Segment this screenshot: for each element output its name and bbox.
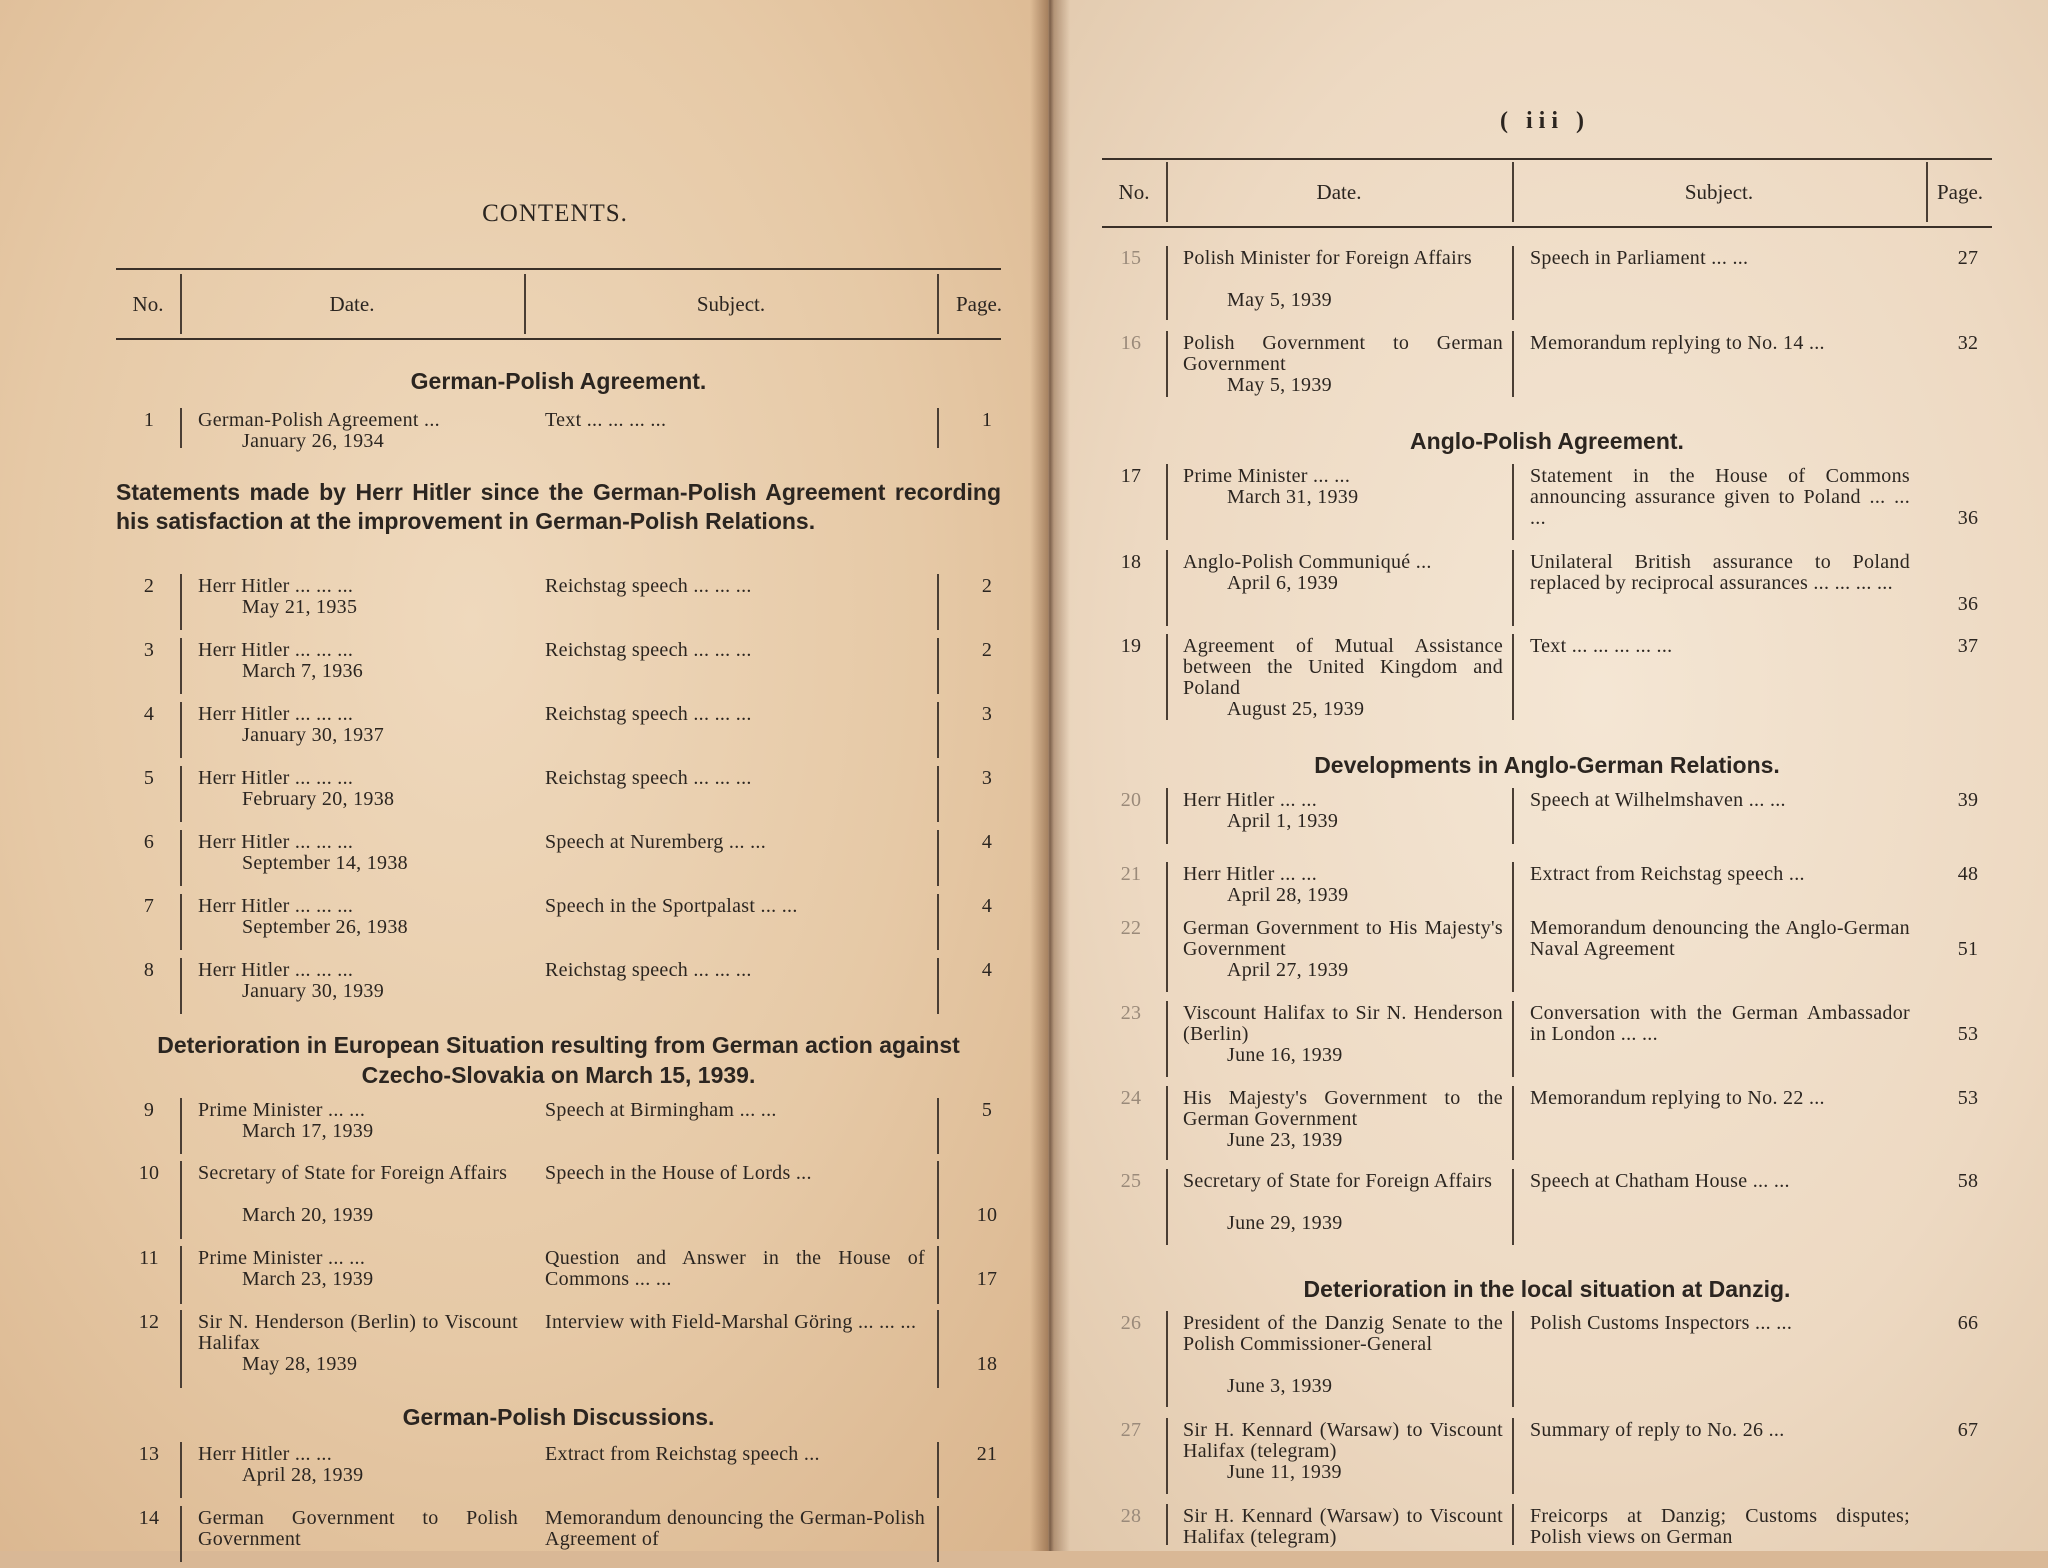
entry-subject: Memorandum replying to No. 22 ... (1530, 1087, 1825, 1109)
entry-page: 37 (1957, 635, 1979, 657)
col-divider (1512, 1418, 1514, 1494)
section-title: German-Polish Discussions. (402, 1404, 715, 1430)
col-divider (1512, 1086, 1514, 1160)
entry-date: September 26, 1938 (242, 916, 408, 938)
col-header-subject: Subject. (1684, 180, 1754, 204)
col-divider (1166, 634, 1168, 720)
table-row (0, 1248, 2048, 1310)
entry-subject: Speech in the House of Lords ... (545, 1162, 812, 1184)
col-divider (1166, 550, 1168, 626)
entry-subject: Memorandum denouncing the German-Polish Agreement of (545, 1507, 925, 1550)
section-title: German-Polish Agreement. (410, 368, 707, 394)
col-divider (1512, 1169, 1514, 1245)
entry-date: April 6, 1939 (1227, 572, 1339, 594)
entry-author: German Government to Polish Government (198, 1507, 518, 1550)
entry-page: 58 (1957, 1170, 1979, 1192)
entry-number: 22 (1120, 917, 1142, 939)
entry-number: 25 (1120, 1170, 1142, 1192)
entry-date: January 30, 1939 (242, 980, 384, 1002)
col-header-no: No. (132, 292, 164, 316)
header-bottom-rule (1102, 226, 1992, 228)
entry-author: Polish Minister for Foreign Affairs (1183, 247, 1473, 269)
entry-page: 3 (981, 703, 993, 725)
col-divider (1166, 1311, 1168, 1407)
table-row (0, 1003, 2048, 1083)
col-divider (1512, 788, 1514, 844)
col-divider (1512, 862, 1514, 916)
entry-author: Herr Hitler ... ... ... (198, 895, 354, 917)
col-divider (1512, 916, 1514, 992)
col-divider (1166, 1418, 1168, 1494)
entry-date: April 1, 1939 (1227, 810, 1339, 832)
entry-subject: Interview with Field-Marshal Göring ... ... ... (545, 1311, 917, 1333)
entry-author: Sir N. Henderson (Berlin) to Viscount Halifax (198, 1311, 518, 1354)
entry-number: 8 (143, 959, 155, 981)
entry-number: 3 (143, 639, 155, 661)
entry-number: 14 (138, 1507, 160, 1529)
entry-author: Herr Hitler ... ... ... (198, 831, 354, 853)
entry-number: 24 (1120, 1087, 1142, 1109)
entry-page: 36 (1957, 507, 1979, 529)
entry-number: 28 (1120, 1505, 1142, 1527)
entry-subject: Reichstag speech ... ... ... (545, 703, 752, 725)
col-divider (180, 1246, 182, 1304)
entry-page: 66 (1957, 1312, 1979, 1334)
entry-subject: Conversation with the German Ambassador in London ... ... (1530, 1002, 1910, 1045)
entry-date: May 28, 1939 (242, 1353, 358, 1375)
entry-subject: Speech at Birmingham ... ... (545, 1099, 777, 1121)
col-header-page: Page. (955, 292, 1003, 316)
entry-subject: Summary of reply to No. 26 ... (1530, 1419, 1785, 1441)
entry-number: 26 (1120, 1312, 1142, 1334)
col-header-no: No. (1118, 180, 1150, 204)
entry-subject: Freicorps at Danzig; Customs disputes; Polish views on German (1530, 1505, 1910, 1548)
entry-number: 18 (1120, 551, 1142, 573)
entry-date: June 23, 1939 (1227, 1129, 1343, 1151)
entry-number: 6 (143, 831, 155, 853)
entry-date: February 20, 1938 (242, 788, 395, 810)
table-row (0, 636, 2048, 726)
entry-subject: Speech at Wilhelmshaven ... ... (1530, 789, 1786, 811)
entry-subject: Extract from Reichstag speech ... (1530, 863, 1805, 885)
entry-page: 4 (981, 959, 993, 981)
col-divider (937, 1246, 939, 1304)
entry-page: 10 (976, 1204, 998, 1226)
entry-date: April 28, 1939 (1227, 884, 1349, 906)
entry-number: 5 (143, 767, 155, 789)
entry-date: August 25, 1939 (1227, 698, 1365, 720)
entry-page: 67 (1957, 1419, 1979, 1441)
entry-number: 2 (143, 575, 155, 597)
table-row (0, 1420, 2048, 1500)
entry-date: March 23, 1939 (242, 1268, 374, 1290)
entry-page: 39 (1957, 789, 1979, 811)
entry-subject: Speech at Nuremberg ... ... (545, 831, 767, 853)
entry-subject: Reichstag speech ... ... ... (545, 959, 752, 981)
table-row (0, 1088, 2048, 1166)
entry-author: Herr Hitler ... ... ... (198, 767, 354, 789)
entry-author: Herr Hitler ... ... ... (198, 575, 354, 597)
entry-page: 5 (981, 1099, 993, 1121)
entry-subject: Speech in the Sportpalast ... ... (545, 895, 798, 917)
entry-page: 3 (981, 767, 993, 789)
entry-author: Herr Hitler ... ... ... (198, 959, 354, 981)
entry-date: May 5, 1939 (1227, 289, 1332, 311)
col-header-page: Page. (1936, 180, 1984, 204)
table-row (0, 864, 2048, 922)
col-divider (1512, 1001, 1514, 1077)
section-title: Developments in Anglo-German Relations. (1314, 752, 1780, 778)
entry-author: Sir H. Kennard (Warsaw) to Viscount Halifax (telegram) (1183, 1505, 1503, 1548)
entry-date: June 16, 1939 (1227, 1044, 1343, 1066)
table-row (0, 1171, 2048, 1251)
col-divider (1166, 1504, 1168, 1545)
entry-author: Herr Hitler ... ... ... (198, 639, 354, 661)
col-divider (1512, 550, 1514, 626)
entry-author: Secretary of State for Foreign Affairs (1183, 1170, 1493, 1192)
entry-date: March 7, 1936 (242, 660, 364, 682)
entry-author: Herr Hitler ... ... (1183, 789, 1317, 811)
entry-number: 21 (1120, 863, 1142, 885)
entry-page: 17 (976, 1268, 998, 1290)
entry-subject: Text ... ... ... ... ... (1530, 635, 1673, 657)
col-divider (1512, 634, 1514, 720)
col-divider (1166, 1169, 1168, 1245)
entry-date: May 5, 1939 (1227, 374, 1332, 396)
entry-number: 9 (143, 1099, 155, 1121)
entry-page: 27 (1957, 247, 1979, 269)
table-row (0, 1506, 2048, 1551)
entry-page: 21 (976, 1443, 998, 1465)
entry-date: January 30, 1937 (242, 724, 384, 746)
entry-subject: Memorandum denouncing the Anglo-German Naval Agreement (1530, 917, 1910, 960)
col-divider (1512, 1504, 1514, 1545)
col-divider (1512, 464, 1514, 540)
entry-author: Herr Hitler ... ... (1183, 863, 1317, 885)
entry-subject: Reichstag speech ... ... ... (545, 767, 752, 789)
entry-number: 11 (139, 1247, 159, 1269)
entry-date: January 26, 1934 (242, 430, 384, 452)
entry-page: 2 (981, 639, 993, 661)
entry-subject: Memorandum replying to No. 14 ... (1530, 332, 1825, 354)
table-row (0, 333, 2048, 403)
entry-page: 53 (1957, 1023, 1979, 1045)
col-divider (1166, 464, 1168, 540)
entry-number: 19 (1120, 635, 1142, 657)
entry-author: Herr Hitler ... ... ... (198, 703, 354, 725)
entry-page: 2 (981, 575, 993, 597)
section-title: Statements made by Herr Hitler since the German-Polish Agreement recording his satisfaction at the improvement in German-Polish Relations. (116, 479, 1001, 534)
entry-page: 51 (1957, 938, 1979, 960)
col-divider (1512, 331, 1514, 397)
col-divider (180, 408, 182, 448)
entry-page: 36 (1957, 593, 1979, 615)
entry-page: 4 (981, 831, 993, 853)
col-divider (1512, 246, 1514, 320)
col-divider (1166, 788, 1168, 844)
table-row (0, 466, 2048, 546)
entry-subject: Speech in Parliament ... ... (1530, 247, 1749, 269)
table-row (0, 790, 2048, 850)
entry-author: Herr Hitler ... ... (198, 1443, 332, 1465)
header-top-rule (1102, 158, 1992, 160)
page-number: ( iii ) (1500, 108, 1590, 134)
entry-author: His Majesty's Government to the German Government (1183, 1087, 1503, 1130)
entry-subject: Question and Answer in the House of Commons ... ... (545, 1247, 925, 1290)
col-divider (1166, 862, 1168, 916)
entry-author: German-Polish Agreement ... (198, 409, 440, 431)
entry-page: 48 (1957, 863, 1979, 885)
entry-number: 4 (143, 703, 155, 725)
col-divider (1512, 1311, 1514, 1407)
entry-subject: Reichstag speech ... ... ... (545, 639, 752, 661)
entry-number: 12 (138, 1311, 160, 1333)
entry-author: Polish Government to German Government (1183, 332, 1503, 375)
entry-number: 16 (1120, 332, 1142, 354)
entry-date: March 17, 1939 (242, 1120, 374, 1142)
entry-author: President of the Danzig Senate to the Polish Commissioner-General (1183, 1312, 1503, 1355)
entry-author: Prime Minister ... ... (198, 1099, 366, 1121)
entry-subject: Statement in the House of Commons announcing assurance given to Poland ... ... ... (1530, 465, 1910, 529)
table-row (0, 918, 2048, 998)
entry-author: Secretary of State for Foreign Affairs (198, 1162, 508, 1184)
section-title: Deterioration in the local situation at Danzig. (1303, 1276, 1791, 1302)
col-header-date: Date. (329, 292, 375, 316)
entry-date: June 3, 1939 (1227, 1375, 1333, 1397)
entry-subject: Polish Customs Inspectors ... ... (1530, 1312, 1793, 1334)
entry-page: 18 (976, 1353, 998, 1375)
col-divider (1166, 916, 1168, 992)
entry-page: 1 (981, 409, 993, 431)
entry-author: Anglo-Polish Communiqué ... (1183, 551, 1432, 573)
entry-number: 15 (1120, 247, 1142, 269)
entry-date: March 20, 1939 (242, 1204, 374, 1226)
entry-date: April 27, 1939 (1227, 959, 1349, 981)
entry-author: Prime Minister ... ... (198, 1247, 366, 1269)
entry-subject: Speech at Chatham House ... ... (1530, 1170, 1790, 1192)
entry-author: German Government to His Majesty's Government (1183, 917, 1503, 960)
entry-number: 27 (1120, 1419, 1142, 1441)
entry-date: September 14, 1938 (242, 852, 408, 874)
entry-author: Prime Minister ... ... (1183, 465, 1351, 487)
col-divider (937, 408, 939, 448)
entry-author: Sir H. Kennard (Warsaw) to Viscount Halifax (telegram) (1183, 1419, 1503, 1462)
entry-subject: Extract from Reichstag speech ... (545, 1443, 820, 1465)
entry-number: 17 (1120, 465, 1142, 487)
entry-date: June 11, 1939 (1227, 1461, 1342, 1483)
entry-page: 32 (1957, 332, 1979, 354)
entry-number: 23 (1120, 1002, 1142, 1024)
entry-date: May 21, 1935 (242, 596, 358, 618)
contents-heading: CONTENTS. (482, 200, 628, 227)
entry-author: Viscount Halifax to Sir N. Henderson (Berlin) (1183, 1002, 1503, 1045)
entry-page: 4 (981, 895, 993, 917)
entry-number: 7 (143, 895, 155, 917)
entry-number: 10 (138, 1162, 160, 1184)
table-row (0, 1313, 2048, 1413)
entry-date: March 31, 1939 (1227, 486, 1359, 508)
entry-number: 1 (143, 409, 155, 431)
section-title: Deterioration in European Situation resulting from German action against Czecho-Slovakia on March 15, 1939. (157, 1032, 960, 1088)
entry-date: June 29, 1939 (1227, 1212, 1343, 1234)
entry-number: 13 (138, 1443, 160, 1465)
col-divider (1166, 1001, 1168, 1077)
entry-number: 20 (1120, 789, 1142, 811)
entry-date: April 28, 1939 (242, 1464, 364, 1486)
col-divider (1166, 246, 1168, 320)
table-row (0, 552, 2048, 632)
col-header-date: Date. (1316, 180, 1362, 204)
entry-subject: Reichstag speech ... ... ... (545, 575, 752, 597)
table-row (0, 410, 2048, 454)
entry-page: 53 (1957, 1087, 1979, 1109)
col-header-subject: Subject. (696, 292, 766, 316)
col-divider (1166, 331, 1168, 397)
entry-subject: Unilateral British assurance to Poland replaced by reciprocal assurances ... ... ... ... (1530, 551, 1910, 594)
entry-subject: Text ... ... ... ... (545, 409, 667, 431)
section-title: Anglo-Polish Agreement. (1410, 428, 1684, 454)
table-row (0, 248, 2048, 326)
entry-author: Agreement of Mutual Assistance between the United Kingdom and Poland (1183, 635, 1503, 699)
col-divider (1166, 1086, 1168, 1160)
